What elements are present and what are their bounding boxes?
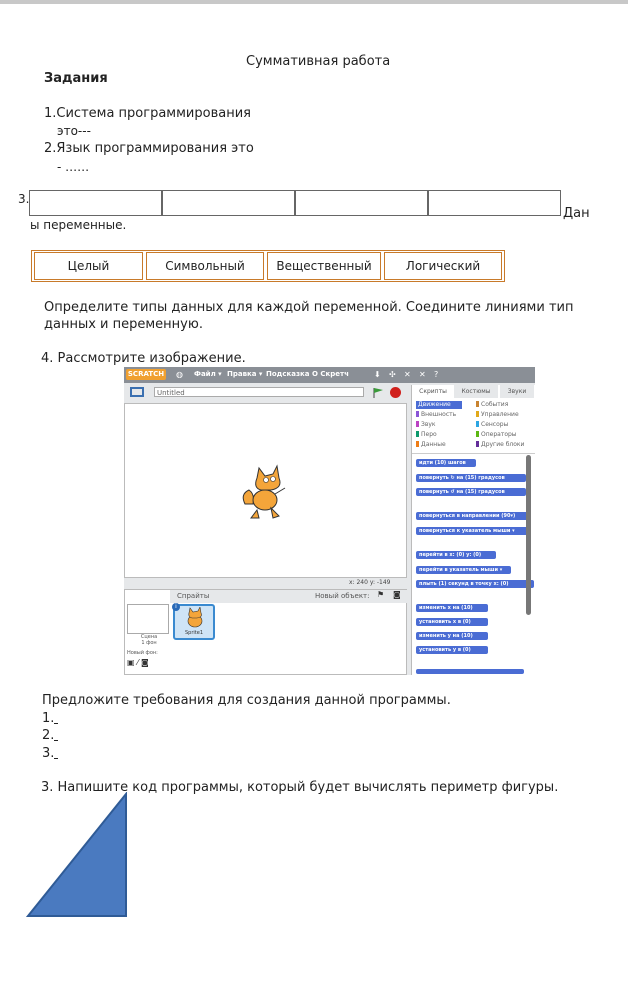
type-real[interactable]: Вещественный (267, 252, 381, 280)
palette-divider (412, 453, 535, 454)
block-go-to[interactable]: перейти в указатель мыши ▾ (416, 566, 511, 574)
block-change-y[interactable]: изменить у на (10) (416, 632, 488, 640)
new-backdrop-label: Новый фон: (127, 650, 158, 656)
category-motion[interactable]: Движение (418, 401, 451, 408)
block-change-x[interactable]: изменить х на (10) (416, 604, 488, 612)
menu-about[interactable]: О Скретч (312, 370, 349, 378)
category-control[interactable]: Управление (476, 411, 519, 418)
stage-coordinates: x: 240 y: -149 (349, 579, 391, 586)
backdrop-tools-icon[interactable]: ▣ ⁄ ◙ (127, 658, 149, 667)
tab-scripts[interactable]: Скрипты (414, 385, 452, 398)
question-3-tail-2: ы переменные. (30, 218, 127, 232)
shrink-icon[interactable]: ✕ (419, 370, 426, 379)
question-5: 3. Напишите код программы, который будет вычислять периметр фигуры. (41, 780, 559, 795)
menu-file[interactable]: Файл ▾ (194, 370, 222, 378)
tasks-heading: Задания (44, 71, 108, 86)
camera-icon[interactable]: ◙ (393, 590, 401, 599)
block-go-to-xy[interactable]: перейти в x: (0) y: (0) (416, 551, 496, 559)
category-looks[interactable]: Внешность (416, 411, 456, 418)
category-data[interactable]: Данные (416, 441, 446, 448)
category-pen[interactable]: Перо (416, 431, 437, 438)
globe-icon[interactable]: ◍ (176, 370, 183, 379)
stage-thumbnail[interactable] (127, 604, 169, 634)
stamp-icon[interactable]: ⬇ (374, 370, 381, 379)
cat-thumbnail-icon (183, 607, 207, 629)
variable-box-2[interactable] (162, 190, 295, 216)
block-move[interactable]: идти (10) шагов (416, 459, 476, 467)
palette-scrollbar[interactable] (526, 455, 531, 615)
instruction-line1: Определите типы данных для каждой переменной. Соедините линиями тип (44, 300, 574, 315)
cat-sprite-icon (235, 464, 295, 524)
requirement-2: 2. (42, 728, 58, 743)
question-1-line1: 1.Система программирования (44, 106, 251, 121)
menu-edit[interactable]: Правка ▾ (227, 370, 263, 378)
block-partial[interactable] (416, 669, 524, 674)
green-flag-icon[interactable] (372, 387, 384, 399)
paint-sprite-icon[interactable]: ⚑ (377, 590, 385, 599)
project-title-input[interactable]: Untitled (154, 387, 364, 397)
tab-sounds[interactable]: Звуки (500, 385, 534, 398)
block-point-towards[interactable]: повернуться к указатель мыши ▾ (416, 527, 528, 535)
new-object-label: Новый объект: (315, 592, 370, 600)
variable-box-3[interactable] (295, 190, 428, 216)
info-icon[interactable]: i (172, 603, 180, 611)
page-title: Суммативная работа (246, 54, 391, 69)
scratch-screenshot (124, 367, 535, 675)
instruction-line2: данных и переменную. (44, 317, 203, 332)
requirement-1: 1. (42, 711, 58, 726)
question-3-number: 3. (18, 192, 30, 206)
stage-label: Сцена 1 фон (140, 634, 158, 646)
question-1-line2: это--- (57, 124, 91, 138)
category-operators[interactable]: Операторы (476, 431, 517, 438)
block-set-x[interactable]: установить х в (0) (416, 618, 488, 626)
variable-box-1[interactable] (29, 190, 162, 216)
grow-icon[interactable]: ✕ (404, 370, 411, 379)
block-point-direction[interactable]: повернуться в направлении (90▾) (416, 512, 528, 520)
move-icon[interactable]: ✣ (389, 370, 396, 379)
type-integer[interactable]: Целый (34, 252, 143, 280)
category-sound[interactable]: Звук (416, 421, 436, 428)
block-set-y[interactable]: установить у в (0) (416, 646, 488, 654)
question-3-tail: Дан (563, 206, 590, 221)
requirement-3: 3. (42, 746, 58, 761)
block-turn-right[interactable]: повернуть ↻ на (15) градусов (416, 474, 526, 482)
category-more-blocks[interactable]: Другие блоки (476, 441, 524, 448)
category-sensing[interactable]: Сенсоры (476, 421, 508, 428)
variable-box-4[interactable] (428, 190, 561, 216)
block-glide[interactable]: плыть (1) секунд в точку x: (0) (416, 580, 534, 588)
scripts-panel (411, 385, 535, 675)
sprites-pane (124, 589, 407, 675)
fullscreen-icon[interactable] (130, 387, 144, 397)
sprite1-thumbnail[interactable] (173, 604, 215, 640)
sprite1-name: Sprite1 (184, 630, 203, 636)
category-events[interactable]: События (476, 401, 508, 408)
tab-costumes[interactable]: Костюмы (454, 385, 498, 398)
stage[interactable] (124, 403, 407, 578)
question-2-line2: - …… (57, 160, 90, 174)
sprites-label: Спрайты (177, 592, 210, 600)
block-turn-left[interactable]: повернуть ↺ на (15) градусов (416, 488, 526, 496)
help-icon[interactable]: ? (434, 370, 439, 379)
type-char[interactable]: Символьный (146, 252, 264, 280)
stop-icon[interactable] (390, 387, 401, 398)
requirements-prompt: Предложите требования для создания данной программы. (42, 693, 451, 708)
question-2-line1: 2.Язык программирования это (44, 141, 254, 156)
top-border (0, 0, 628, 4)
triangle-figure (26, 792, 130, 920)
scratch-logo: SCRATCH (127, 370, 165, 378)
question-4: 4. Рассмотрите изображение. (41, 351, 246, 366)
menu-tips[interactable]: Подсказка (266, 370, 310, 378)
type-boolean[interactable]: Логический (384, 252, 502, 280)
